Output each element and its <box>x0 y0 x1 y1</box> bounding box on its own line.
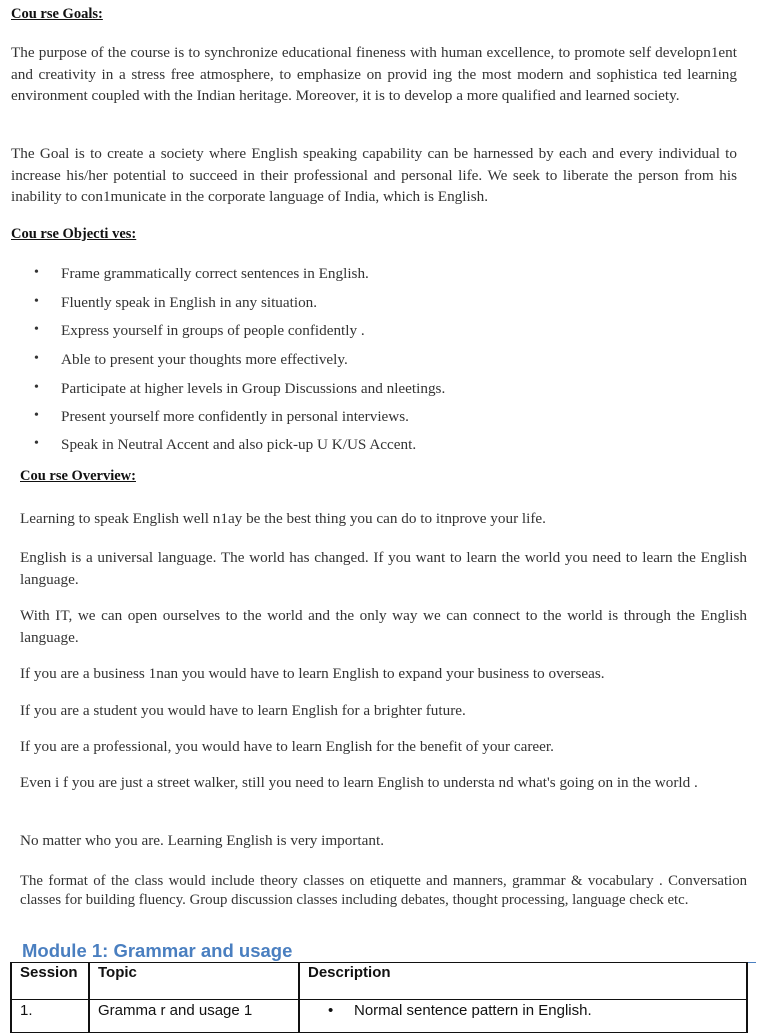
sessions-table <box>10 962 748 1033</box>
bullet-icon: • <box>328 1002 334 1019</box>
overview-paragraph-9: The format of the class would include theory classes on etiquette and manners, grammar & vocabulary . Conversation classes for building fluency. Group discussion classes including debates, thought processing, language check etc. <box>20 873 747 908</box>
description-cell <box>299 1000 747 1033</box>
overview-paragraph-7: Even i f you are just a street walker, still you need to learn English to understa nd what's going on in the world . <box>20 774 698 791</box>
overview-paragraph-5: If you are a student you would have to learn English for a brighter future. <box>20 702 466 719</box>
module-title: Module 1: Grammar and usage <box>22 940 756 963</box>
overview-paragraph-4: If you are a business 1nan you would have to learn English to expand your business to overseas. <box>20 665 605 682</box>
course-goals-heading: Cou rse Goals: <box>11 6 103 22</box>
bullet-icon: • <box>34 436 39 451</box>
bullet-icon: • <box>34 294 39 309</box>
description-text: Normal sentence pattern in English. <box>354 1002 592 1019</box>
overview-paragraph-8: No matter who you are. Learning English is very important. <box>20 832 384 849</box>
bullet-icon: • <box>34 408 39 423</box>
bullet-icon: • <box>34 322 39 337</box>
bullet-icon: • <box>34 351 39 366</box>
topic-header: Topic <box>89 963 299 1000</box>
course-goals-paragraph-2: The Goal is to create a society where English speaking capability can be harnessed by each and every individual to increase his/her potential to succeed in their professional and personal life. We seek to liberate the person from his inability to con1municate in the corporate language of India, which is English. <box>11 145 737 205</box>
overview-paragraph-2: English is a universal language. The world has changed. If you want to learn the world you need to learn the English language. <box>20 549 747 588</box>
description-header: Description <box>299 963 747 1000</box>
course-overview-heading: Cou rse Overview: <box>20 468 136 484</box>
document-page: Cou rse Goals: The purpose of the course is to synchronize educational fineness with human excellence, to promote self developn1ent and creativity in a stress free atmosphere, to emphasize on provid ing the most modern and sophistica ted learning environment coupled with the Indian heritage. Moreover, it is to develop a more qualified and learned society. The Goal is to create a society where English speaking capability can be harnessed by each and every individual to increase his/her potential to succeed in their professional and personal life. We seek to liberate the person from his inability to con1municate in the corporate language of India, which is English. Cou rse Objecti ves: • Frame grammatically correct sentences in English. • Fluently speak in English in any situation. • Express yourself in groups of people confidently . • Able to present your thoughts more effectively. • Participate at higher levels in Group Discussions and nleetings. • Present yourself more confidently in personal interviews. • Speak in Neutral Accent and also pick-up U K/US Accent. Cou rse Overview: Learning to speak English well n1ay be the best thing you can do to itnprove your life. English is a universal language. The world has changed. If you want to learn the world you need to learn the English language. With IT, we can open ourselves to the world and the only way we can connect to the world is through the English language. If you are a business 1nan you would have to learn English to expand your business to overseas. If you are a student you would have to learn English for a brighter future. If you are a professional, you would have to learn English for the benefit of your career. Even i f you are just a street walker, still you need to learn English to understa nd what's going on in the world . No matter who you are. Learning English is very important. The format of the class would include theory classes on etiquette and manners, grammar & vocabulary . Conversation classes for building fluency. Group discussion classes including debates, thought processing, language check etc. Module 1: Grammar and usage Session Topic Description 1. Gramma r and usage 1 • Normal sentence pattern in English. <box>0 0 768 1024</box>
bullet-icon: • <box>34 265 39 280</box>
table-header-row <box>11 963 747 1000</box>
table-row <box>11 1000 747 1033</box>
topic-cell: Gramma r and usage 1 <box>89 1000 299 1033</box>
overview-paragraph-6: If you are a professional, you would have to learn English for the benefit of your career. <box>20 738 554 755</box>
overview-paragraph-3: With IT, we can open ourselves to the world and the only way we can connect to the world is through the English language. <box>20 607 747 646</box>
overview-paragraph-1: Learning to speak English well n1ay be the best thing you can do to itnprove your life. <box>20 510 546 527</box>
course-goals-paragraph-1: The purpose of the course is to synchronize educational fineness with human excellence, to promote self developn1ent and creativity in a stress free atmosphere, to emphasize on provid ing the most modern and sophistica ted learning environment coupled with the Indian heritage. Moreover, it is to develop a more qualified and learned society. <box>11 44 737 104</box>
session-header: Session <box>11 963 89 1000</box>
course-objectives-heading: Cou rse Objecti ves: <box>11 226 137 242</box>
session-cell: 1. <box>11 1000 89 1033</box>
bullet-icon: • <box>34 380 39 395</box>
